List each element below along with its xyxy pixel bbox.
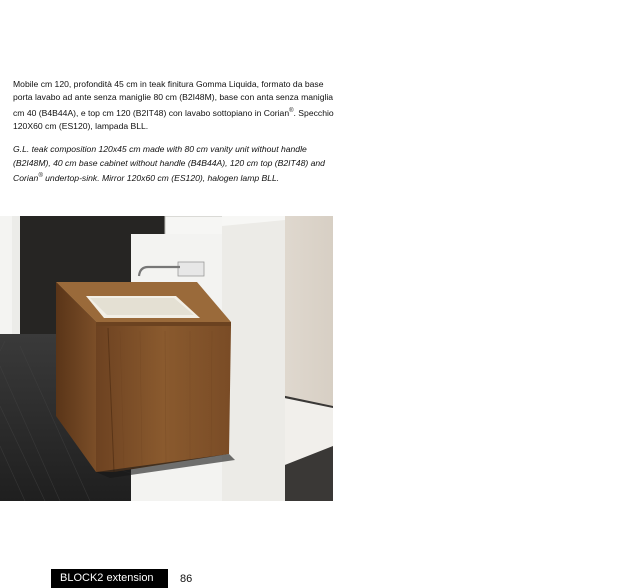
description-italian: Mobile cm 120, profondità 45 cm in teak finitura Gomma Liquida, formato da base porta lavabo ad ante senza maniglie 80 cm (B2I48M), base con anta senza maniglia cm 40 (B4B44A), e top cm 120 (B2IT48) con lavabo sottopiano in Corian®. Specchio 120X60 cm (ES120), lampada BLL. <box>13 79 334 132</box>
page-number: 86 <box>180 573 193 585</box>
registered-mark: ® <box>38 173 43 180</box>
caption-block <box>13 78 335 186</box>
section-label: BLOCK2 extension <box>60 572 154 584</box>
section-tab <box>51 569 168 588</box>
registered-mark: ® <box>289 107 294 114</box>
description-english: G.L. teak composition 120x45 cm made with 80 cm vanity unit without handle (B2I48M), 40 cm base cabinet without handle (B4B44A), 120 cm top (B2IT48) and Corian® undertop-sink. Mirror 120x60 cm (ES120), halogen lamp BLL. <box>13 144 325 184</box>
product-photo <box>0 216 333 501</box>
